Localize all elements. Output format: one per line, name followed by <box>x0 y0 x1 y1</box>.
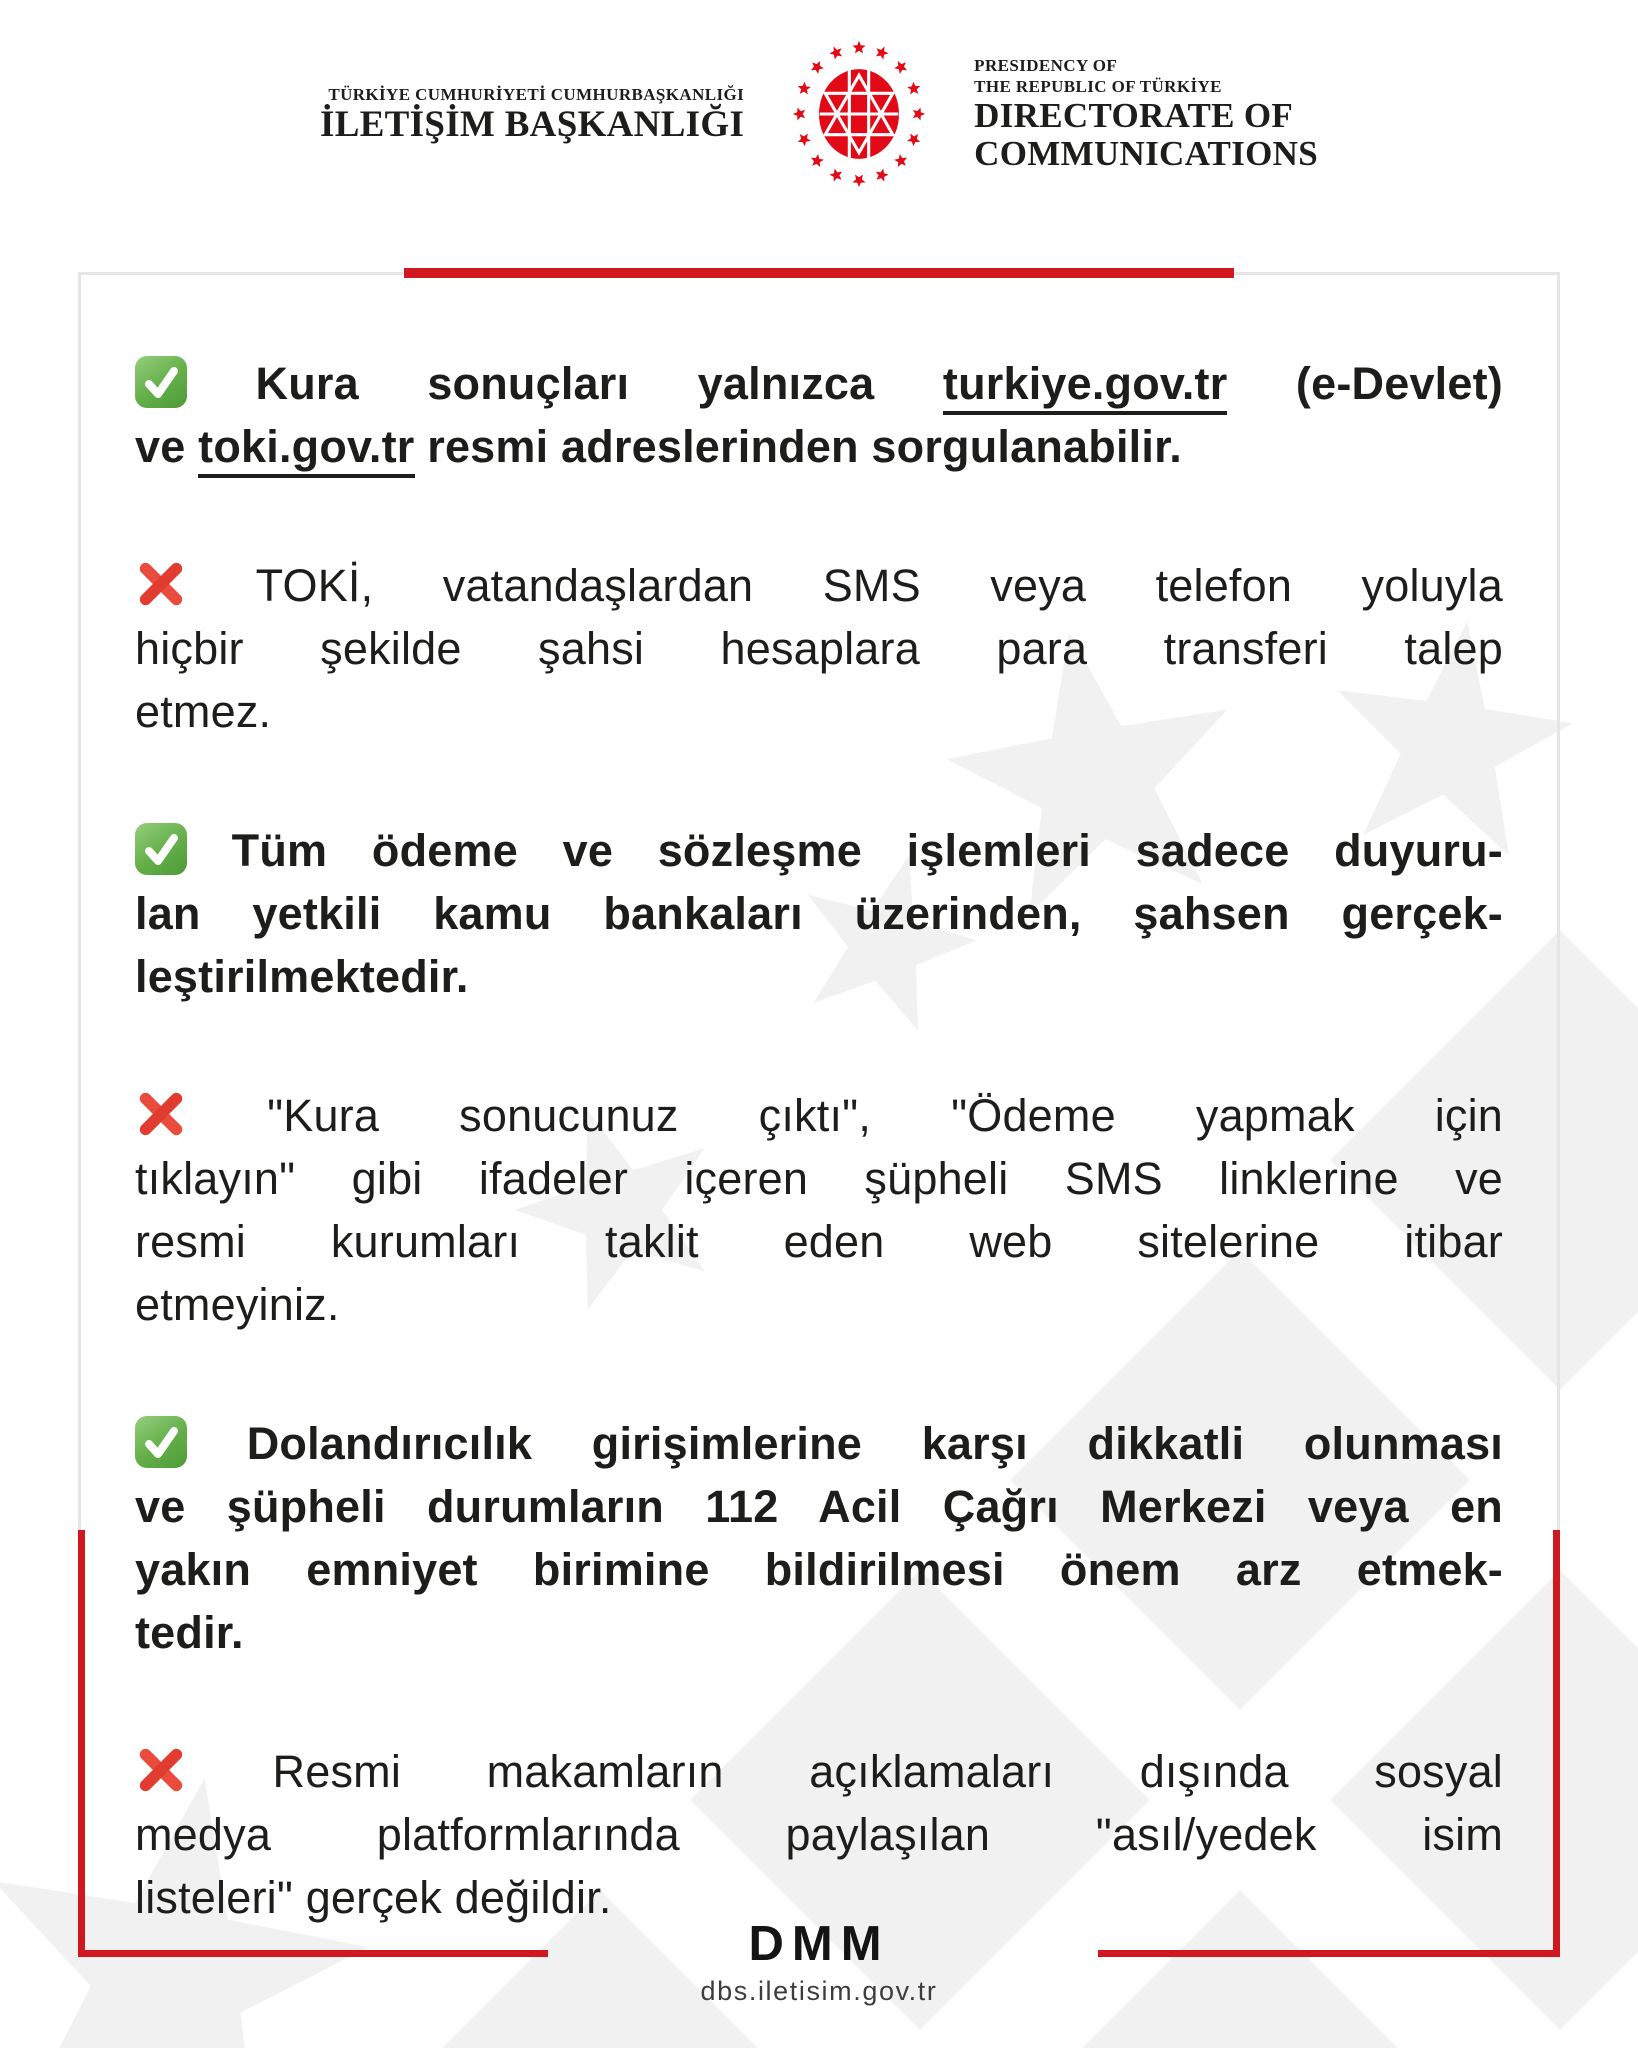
paragraph <box>135 1740 1503 1929</box>
paragraph-line: Resmi makamların açıklamaları dışında sosyal <box>135 1740 1503 1803</box>
red-left-bracket <box>78 1530 85 1957</box>
paragraph-line: TOKİ, vatandaşlardan SMS veya telefon yoluyla <box>135 554 1503 617</box>
right-logo-line2: THE REPUBLIC OF TÜRKİYE <box>974 77 1222 96</box>
paragraph <box>135 352 1503 478</box>
presidency-sun-emblem-icon <box>790 38 928 190</box>
check-icon <box>135 356 187 408</box>
check-icon <box>135 1416 187 1468</box>
paragraph-line: yakın emniyet birimine bildirilmesi önem arz etmek- <box>135 1544 1503 1595</box>
underlined-url: turkiye.gov.tr <box>943 358 1228 415</box>
red-right-bracket <box>1553 1530 1560 1957</box>
paragraph-line: ve toki.gov.tr resmi adreslerinden sorgulanabilir. <box>135 415 1503 478</box>
red-top-bar <box>404 268 1234 278</box>
footer <box>0 1916 1638 2007</box>
cross-icon <box>135 1744 187 1796</box>
paragraphs <box>135 352 1503 2005</box>
footer-url: dbs.iletisim.gov.tr <box>700 1976 938 2006</box>
paragraph-line: Kura sonuçları yalnızca turkiye.gov.tr (e-Devlet) <box>135 352 1503 415</box>
cross-icon <box>135 1088 187 1140</box>
paragraph <box>135 819 1503 1008</box>
paragraph-line: hiçbir şekilde şahsi hesaplara para transferi talep <box>135 623 1503 674</box>
paragraph-line: resmi kurumları taklit eden web sitelerine itibar <box>135 1216 1503 1267</box>
right-logo-line4: COMMUNICATIONS <box>974 134 1318 173</box>
left-logo-line2: İLETİŞİM BAŞKANLIĞI <box>320 103 745 145</box>
right-logo-line3: DIRECTORATE OF <box>974 96 1294 135</box>
right-logo-line1: PRESIDENCY OF <box>974 56 1118 75</box>
left-logo-text <box>320 84 744 145</box>
paragraph-line: leştirilmektedir. <box>135 951 469 1002</box>
underlined-url: toki.gov.tr <box>198 421 414 478</box>
paragraph-line: listeleri" gerçek değildir. <box>135 1872 612 1923</box>
check-icon <box>135 823 187 875</box>
right-logo-text <box>974 55 1318 173</box>
paragraph-line: Tüm ödeme ve sözleşme işlemleri sadece duyuru- <box>135 819 1503 882</box>
paragraph-line: lan yetkili kamu bankaları üzerinden, şahsen gerçek- <box>135 888 1503 939</box>
paragraph-line: Dolandırıcılık girişimlerine karşı dikkatli olunması <box>135 1412 1503 1475</box>
paragraph <box>135 1084 1503 1336</box>
header <box>0 38 1638 190</box>
paragraph-line: "Kura sonucunuz çıktı", "Ödeme yapmak için <box>135 1084 1503 1147</box>
paragraph <box>135 1412 1503 1664</box>
paragraph <box>135 554 1503 743</box>
left-logo-line1: TÜRKİYE CUMHURİYETİ CUMHURBAŞKANLIĞI <box>328 84 745 104</box>
paragraph-line: etmez. <box>135 686 272 737</box>
cross-icon <box>135 558 187 610</box>
paragraph-line: medya platformlarında paylaşılan "asıl/yedek isim <box>135 1809 1503 1860</box>
dmm-logo: DMM <box>748 1917 890 1971</box>
paragraph-line: tedir. <box>135 1607 244 1658</box>
paragraph-line: etmeyiniz. <box>135 1279 340 1330</box>
paragraph-line: ve şüpheli durumların 112 Acil Çağrı Merkezi veya en <box>135 1481 1503 1532</box>
paragraph-line: tıklayın" gibi ifadeler içeren şüpheli SMS linklerine ve <box>135 1153 1503 1204</box>
